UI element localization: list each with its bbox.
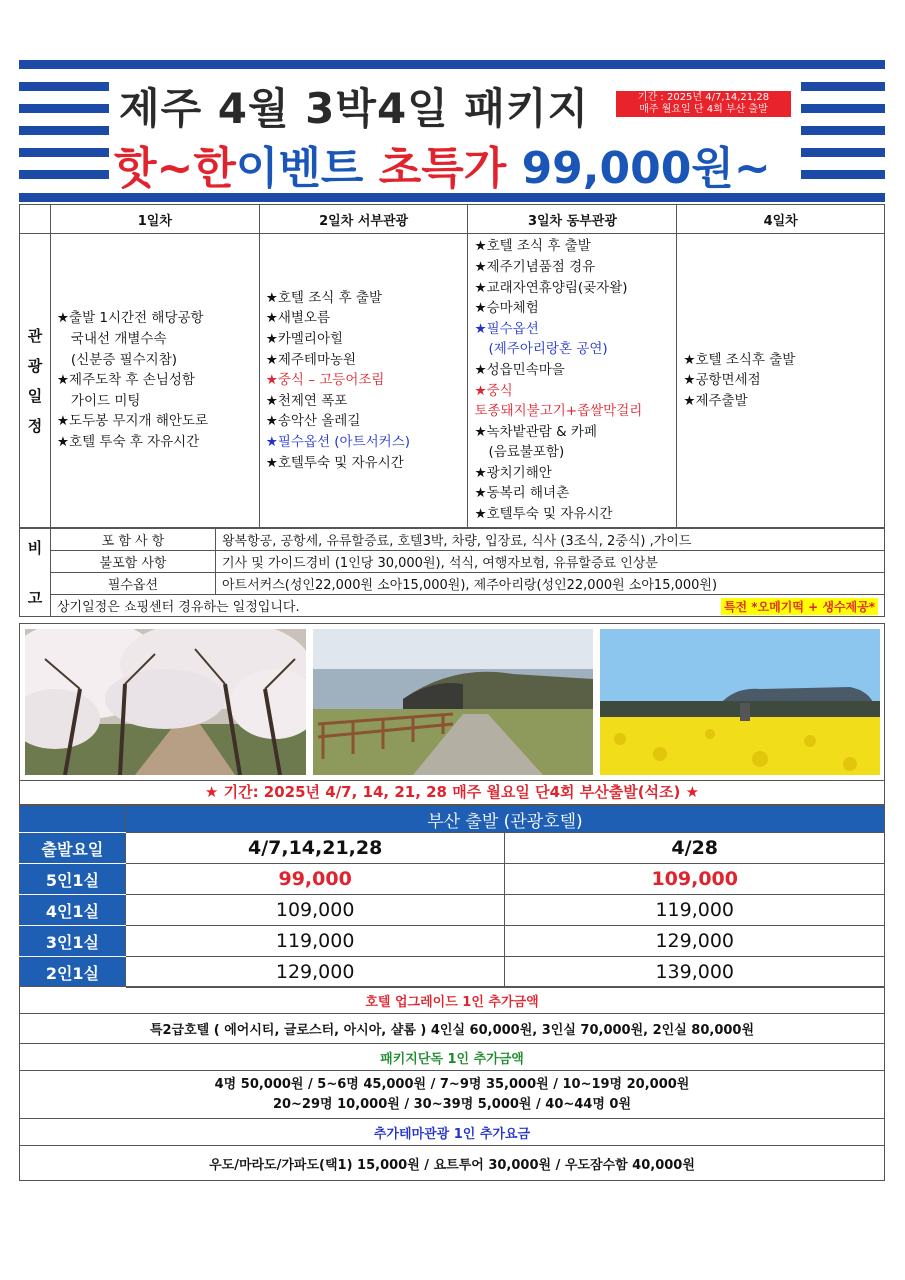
period-line: ★ 기간: 2025년 4/7, 14, 21, 28 매주 월요일 단4회 부산출발(석조) ★ (19, 781, 885, 805)
itinerary-item: (제주아리랑혼 공연) (488, 341, 608, 358)
itinerary-item: ★제주출발 (683, 392, 748, 409)
itinerary-side-label: 관 광 일 정 (20, 234, 51, 528)
price-header-row (20, 806, 885, 833)
note-label: 포 함 사 항 (51, 529, 216, 551)
room-type-label: 3인1실 (20, 926, 126, 957)
price-row (20, 895, 885, 926)
solo-package-heading: 패키지단독 1인 추가금액 (20, 1044, 885, 1071)
note-label: 불포함 사항 (51, 551, 216, 573)
banner-stripe (19, 82, 109, 91)
itinerary-item: ★제주기념품점 경유 (474, 258, 596, 275)
price-cell: 129,000 (505, 926, 885, 957)
day-header: 3일차 동부관광 (468, 205, 677, 234)
price-cell: 119,000 (125, 926, 505, 957)
note-value: 왕복항공, 공항세, 유류할증료, 호텔3박, 차량, 입장료, 식사 (3조식, 2중식) ,가이드 (216, 529, 885, 551)
theme-tour-detail: 우도/마라도/가파도(택1) 15,000원 / 요트투어 30,000원 / 우도잠수함 40,000원 (20, 1146, 885, 1181)
solo-package-line: 20~29명 10,000원 / 30~39명 5,000원 / 40~44명 0원 (272, 1096, 632, 1112)
note-value: 기사 및 가이드경비 (1인당 30,000원), 석식, 여행자보험, 유류할증료 인상분 (216, 551, 885, 573)
itinerary-item: ★제주테마농원 (265, 351, 357, 368)
itinerary-item: ★호텔 조식 후 출발 (474, 238, 591, 255)
page-title: 제주 4월 3박4일 패키지 (119, 84, 590, 133)
itinerary-item: ★호텔 조식후 출발 (683, 351, 796, 368)
itinerary-item: ★도두봉 무지개 해안도로 (56, 413, 209, 430)
price-table-title: 부산 출발 (관광호텔) (125, 806, 884, 833)
banner-stripe (801, 82, 885, 91)
note-row (20, 573, 885, 595)
itinerary-item: ★필수옵션 (474, 320, 539, 337)
departure-date-col: 4/7,14,21,28 (125, 833, 505, 864)
itinerary-item: ★승마체험 (474, 300, 539, 317)
period-badge-line1: 기간 : 2025년 4/7,14,21,28 (637, 92, 770, 103)
price-cell: 139,000 (505, 957, 885, 988)
price-cell: 109,000 (505, 864, 885, 895)
period-badge (616, 91, 791, 117)
price-col-row (20, 833, 885, 864)
price-cell: 119,000 (505, 895, 885, 926)
price-cell: 129,000 (125, 957, 505, 988)
solo-package-detail (20, 1071, 885, 1119)
theme-tour-heading: 추가테마관광 1인 추가요금 (20, 1119, 885, 1146)
promo-price: 99,000원~ (521, 143, 771, 194)
banner-stripe (801, 126, 885, 135)
price-cell: 99,000 (125, 864, 505, 895)
itinerary-item: ★새별오름 (265, 310, 330, 327)
room-type-label: 5인1실 (20, 864, 126, 895)
day-schedule (259, 234, 468, 528)
itinerary-item: ★송악산 올레길 (265, 413, 361, 430)
banner-stripe (19, 148, 109, 157)
itinerary-item: ★제주도착 후 손님성함 (56, 372, 195, 389)
itinerary-item: ★카멜리아힐 (265, 331, 344, 348)
price-row (20, 864, 885, 895)
itinerary-item: (음료불포함) (488, 444, 565, 461)
itinerary-item: ★중식 (474, 382, 513, 399)
header-banner (19, 60, 885, 202)
note-value: 아트서커스(성인22,000원 소아15,000원), 제주아리랑(성인22,000원 소아15,000원) (216, 573, 885, 595)
notes-table (19, 528, 885, 617)
banner-stripe (19, 104, 109, 113)
itinerary-item: ★필수옵션 (아트서커스) (265, 433, 411, 450)
coastal-trail-photo (313, 629, 593, 775)
itinerary-header-row (20, 205, 885, 234)
banner-stripe (19, 60, 885, 69)
price-row (20, 926, 885, 957)
promo-headline (114, 132, 771, 196)
notes-side-label: 비 고 (20, 529, 51, 617)
departure-day-label: 출발요일 (20, 833, 126, 864)
promo-hot: 핫~한 (114, 143, 236, 194)
itinerary-item: ★성읍민속마을 (474, 361, 565, 378)
photo-strip (19, 623, 885, 781)
day-header: 2일차 서부관광 (259, 205, 468, 234)
itinerary-item: ★천제연 폭포 (265, 392, 348, 409)
day-header: 1일차 (50, 205, 259, 234)
itinerary-item: ★호텔투숙 및 자유시간 (265, 454, 404, 471)
day-header: 4일차 (677, 205, 885, 234)
itinerary-corner (20, 205, 51, 234)
note-row (20, 529, 885, 551)
canola-field-photo (600, 629, 880, 775)
hotel-upgrade-heading: 호텔 업그레이드 1인 추가금액 (20, 987, 885, 1014)
price-corner (20, 806, 126, 833)
banner-stripe (801, 170, 885, 179)
itinerary-item: ★출발 1시간전 해당공항 (56, 310, 204, 327)
extras-table (19, 986, 885, 1181)
room-type-label: 2인1실 (20, 957, 126, 988)
itinerary-body-row (20, 234, 885, 528)
itinerary-item: 토종돼지불고기+좁쌀막걸리 (474, 403, 643, 420)
itinerary-item: ★호텔 투숙 후 자유시간 (56, 433, 200, 450)
departure-date-col: 4/28 (505, 833, 885, 864)
promo-event: 이벤트 (235, 143, 364, 194)
itinerary-item: ★교래자연휴양림(곶자왈) (474, 279, 628, 296)
day-schedule (468, 234, 677, 528)
itinerary-item: 가이드 미팅 (70, 392, 141, 409)
itinerary-table (19, 204, 885, 528)
banner-stripe (801, 148, 885, 157)
price-row (20, 957, 885, 988)
itinerary-item: ★중식 – 고등어조림 (265, 372, 385, 389)
itinerary-item: ★광치기해안 (474, 464, 552, 481)
banner-stripe (19, 170, 109, 179)
day-schedule (50, 234, 259, 528)
itinerary-item: ★녹차밭관람 & 카페 (474, 423, 597, 440)
price-table (19, 805, 885, 988)
itinerary-item: ★호텔 조식 후 출발 (265, 289, 382, 306)
itinerary-item: 국내선 개별수속 (70, 331, 167, 348)
itinerary-item: ★호텔투숙 및 자유시간 (474, 506, 613, 523)
note-footnote-cell (51, 595, 885, 617)
itinerary-item: ★공항면세점 (683, 372, 761, 389)
note-row (20, 551, 885, 573)
note-row (20, 595, 885, 617)
shopping-note: 상기일정은 쇼핑센터 경유하는 일정입니다. (57, 600, 300, 615)
gift-badge: 특전 *오메기떡 + 생수제공* (721, 598, 878, 615)
banner-stripe (801, 104, 885, 113)
hotel-upgrade-detail: 특2급호텔 ( 에어시티, 글로스터, 아시아, 샬롬 ) 4인실 60,000원, 3인실 70,000원, 2인실 80,000원 (20, 1014, 885, 1044)
period-badge-line2: 매주 월요일 단 4회 부산 출발 (639, 104, 768, 115)
day-schedule (677, 234, 885, 528)
banner-stripe (19, 126, 109, 135)
itinerary-item: (신분증 필수지참) (70, 351, 178, 368)
itinerary-item: ★동복리 해녀촌 (474, 485, 570, 502)
room-type-label: 4인1실 (20, 895, 126, 926)
note-label: 필수옵션 (51, 573, 216, 595)
solo-package-line: 4명 50,000원 / 5~6명 45,000원 / 7~9명 35,000원 / 10~19명 20,000원 (214, 1076, 690, 1092)
cherry-blossom-photo (25, 629, 306, 775)
price-cell: 109,000 (125, 895, 505, 926)
promo-special: 초특가 (378, 143, 507, 194)
